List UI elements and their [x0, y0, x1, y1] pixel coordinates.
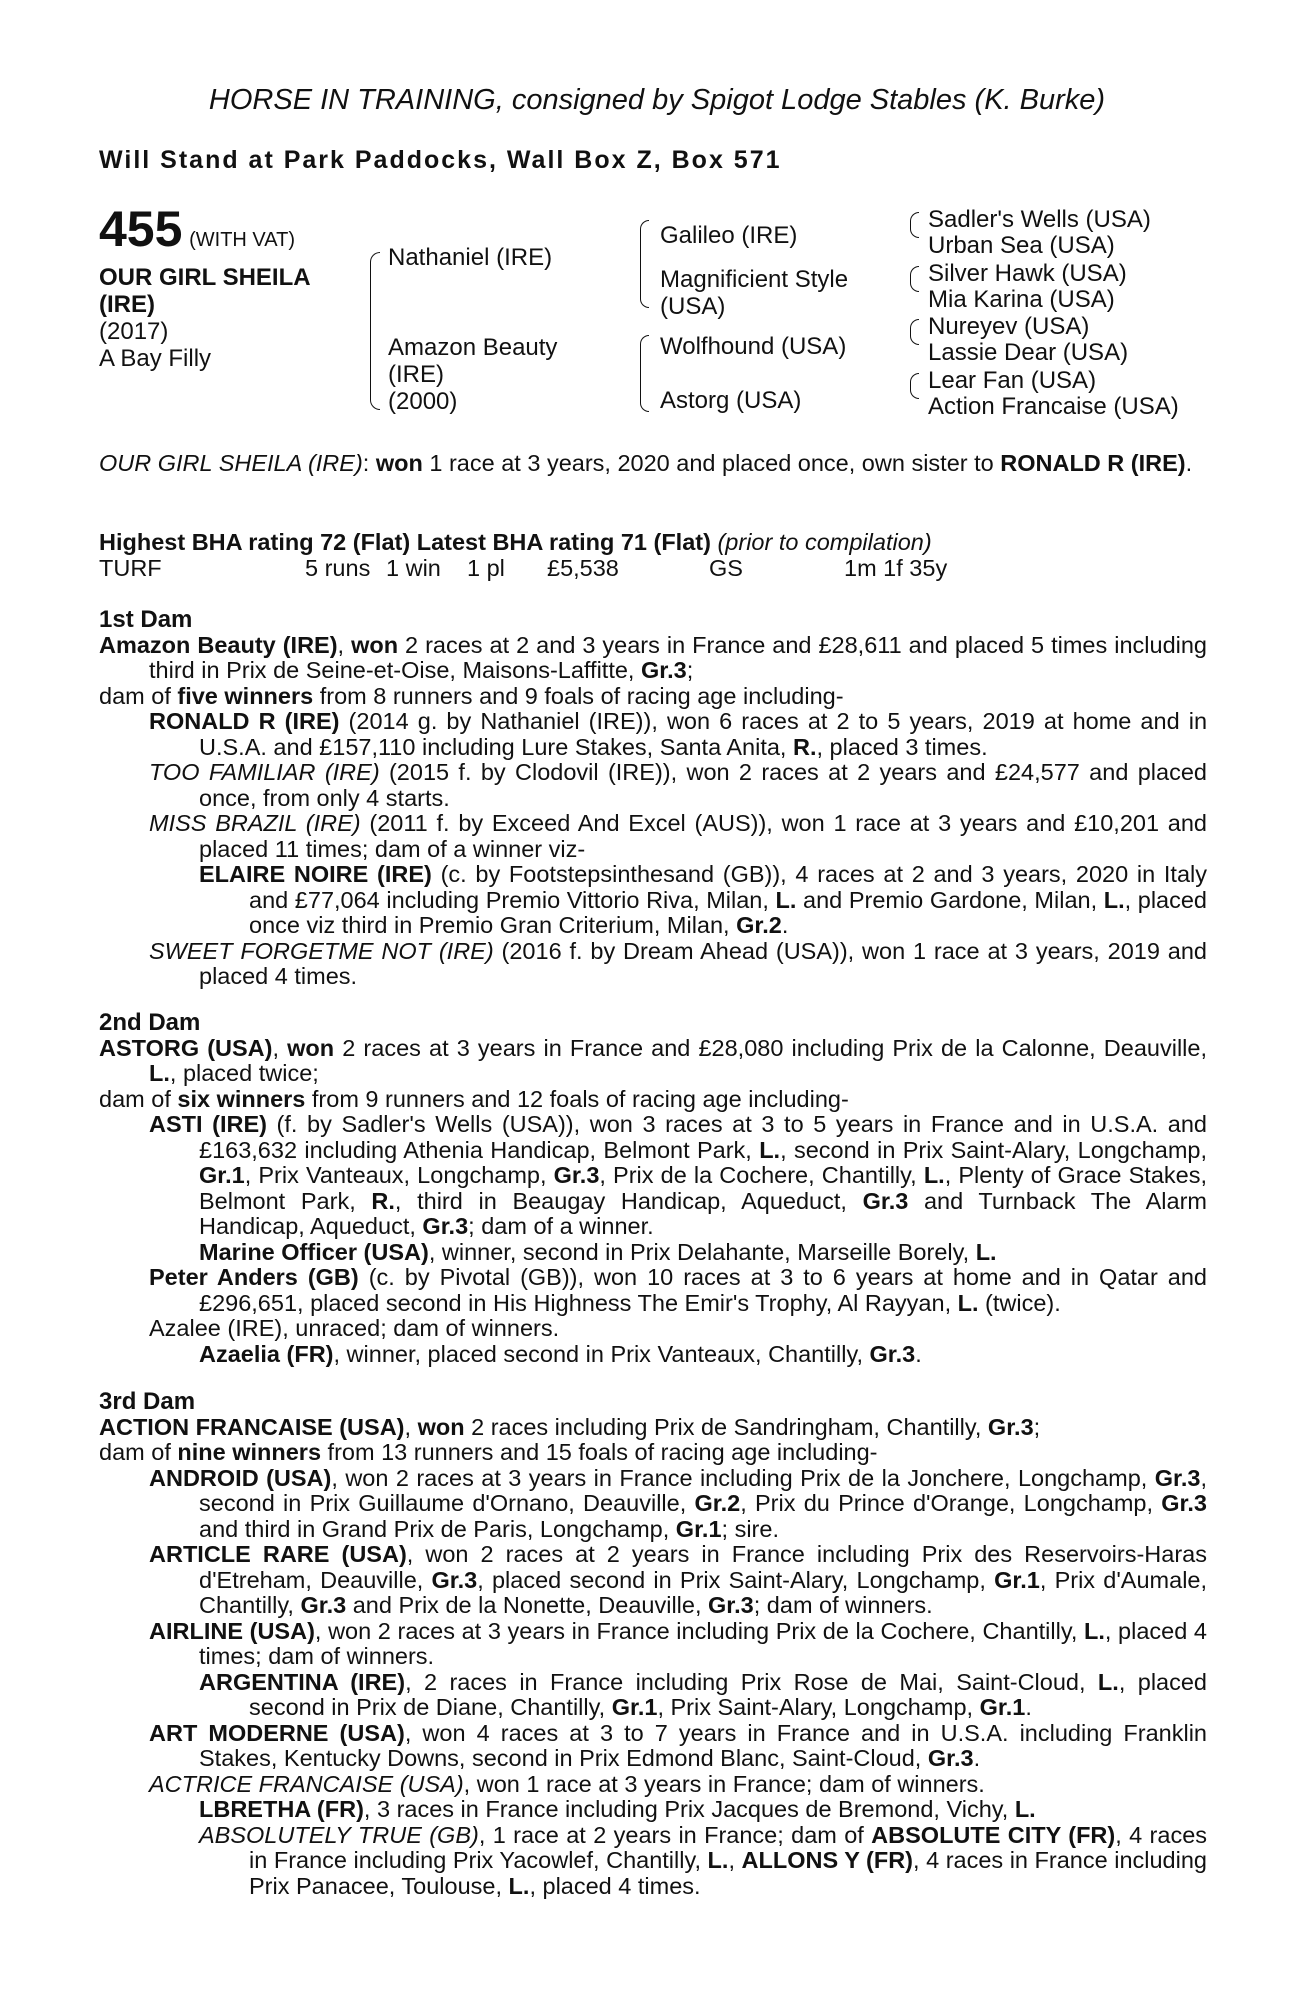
text: , winner, second in Prix Delahante, Marseille Borely, [428, 1238, 976, 1265]
text: (2014 g. by Nathaniel (IRE)), won 6 races at 2 to 5 years, 2019 at home and in U.S.A. and £157,110 including Lure Stakes, Santa Anita, [199, 708, 1208, 760]
text: ; [1033, 1413, 1041, 1440]
progeny-entry: Azalee (IRE), unraced; dam of winners. [149, 1315, 560, 1341]
third-dam-section [99, 1389, 1207, 1899]
progeny-entry [149, 811, 1207, 862]
text: , 2 races in France including Prix Rose de Mai, Saint-Cloud, [405, 1668, 1098, 1695]
text: 2 races at 3 years in France and £28,080 including Prix de la Calonne, Deauville, [334, 1034, 1207, 1061]
dam-paragraph: Amazon Beauty (IRE), won 2 races at 2 and 3 years in France and £28,611 and placed 5 times including third in Prix de Seine-et-Oise, Maisons-Laffitte, Gr.3; [99, 631, 1207, 683]
text: , won 2 races at 2 years in France including Prix des Reservoirs-Haras d'Etreham, Deauville, [199, 1541, 1207, 1593]
sire: Nathaniel (IRE) [388, 244, 553, 271]
progeny-entry [149, 1112, 1207, 1240]
grade: L. [923, 1162, 945, 1188]
dam-line1: Amazon Beauty [388, 334, 558, 361]
grade: Gr.3 [862, 1187, 909, 1214]
text: (2015 f. by Clodovil (IRE)), won 2 races at 2 years and £24,577 and placed once, from only 4 starts. [199, 759, 1207, 811]
grade: L. [1014, 1796, 1036, 1822]
grade: Gr.3 [708, 1592, 754, 1618]
dam-dam: Astorg (USA) [660, 387, 802, 414]
dam-name: ACTION FRANCAISE (USA) [99, 1413, 405, 1440]
horse-name-line2: (IRE) [99, 291, 155, 318]
text: and Turnback The Alarm Handicap, Aqueduct, [199, 1187, 1207, 1239]
dam-name: ASTORG (USA) [99, 1034, 273, 1061]
progeny-name: ASTI (IRE) [149, 1111, 267, 1137]
dss: Nureyev (USA) [928, 313, 1090, 340]
text: , placed 4 times. [529, 1872, 701, 1899]
dam-paragraph: ACTION FRANCAISE (USA), won 2 races including Prix de Sandringham, Chantilly, Gr.3; [99, 1413, 1041, 1440]
text: , won 4 races at 3 to 7 years in France and in U.S.A. including Franklin Stakes, Kentucky Downs, second in Prix Edmond Blanc, Saint-Cloud, [199, 1719, 1207, 1771]
text: . [781, 912, 789, 938]
pedigree-brace [910, 319, 919, 345]
grade: L. [1084, 1617, 1105, 1644]
progeny-name: ABSOLUTELY TRUE (GB) [199, 1821, 479, 1848]
section-heading: 2nd Dam [99, 1009, 201, 1036]
won-label: won [351, 631, 399, 658]
rating-section [99, 530, 1207, 582]
grade: Gr.3 [987, 1413, 1034, 1440]
ddd: Action Francaise (USA) [928, 393, 1179, 420]
grade: Gr.3 [640, 657, 687, 683]
text: and Premio Gardone, Milan, [796, 886, 1104, 913]
section-heading: 3rd Dam [99, 1388, 196, 1415]
summary-horse-name: OUR GIRL SHEILA (IRE) [99, 450, 363, 476]
progeny-name: ARGENTINA (IRE) [199, 1668, 406, 1695]
grade: Gr.3 [927, 1745, 974, 1771]
first-dam-section [99, 607, 1207, 990]
grade: L. [149, 1060, 170, 1086]
pedigree-brace [640, 335, 649, 412]
dam-of-line [99, 1087, 1207, 1113]
summary-paragraph [99, 451, 1207, 477]
dsd: Lassie Dear (USA) [928, 339, 1129, 366]
text: , 4 races in France including Prix Panacee, Toulouse, [249, 1847, 1207, 1899]
progeny-entry [149, 760, 1207, 811]
pedigree-brace [910, 212, 919, 238]
grade: Gr.3 [1154, 1464, 1201, 1491]
text: , placed 3 times. [816, 733, 988, 760]
wins: 1 win [386, 554, 441, 581]
grade: L. [957, 1289, 979, 1316]
won-label: won [417, 1413, 465, 1440]
winners-count: nine winners [177, 1439, 322, 1465]
turf-stats-row [99, 556, 1207, 582]
progeny-entry [149, 939, 1207, 990]
progeny-name: TOO FAMILIAR (IRE) [149, 759, 380, 785]
placings: 1 pl [467, 554, 505, 581]
dds: Lear Fan (USA) [928, 367, 1097, 394]
runs: 5 runs [305, 554, 371, 581]
prize-money: £5,538 [547, 554, 619, 581]
section-heading: 1st Dam [99, 606, 193, 633]
text: dam of [99, 682, 178, 709]
grade: Gr.1 [199, 1162, 245, 1188]
text: , Prix Vanteaux, Longchamp, [244, 1162, 554, 1188]
grade: Gr.1 [675, 1515, 722, 1542]
dam-sire: Wolfhound (USA) [660, 333, 847, 360]
progeny-entry [149, 1772, 1207, 1798]
pedigree-brace [640, 220, 649, 308]
sss: Sadler's Wells (USA) [928, 206, 1151, 233]
text: , second in Prix Guillaume d'Ornano, Deauville, [199, 1464, 1207, 1516]
text: and third in Grand Prix de Paris, Longchamp, [199, 1515, 676, 1542]
grade: L. [1097, 1668, 1119, 1695]
dam-paragraph: ASTORG (USA), won 2 races at 3 years in France and £28,080 including Prix de la Calonne, Deauville, L., placed twice; [99, 1034, 1207, 1086]
text: (twice). [978, 1289, 1061, 1316]
text: . [973, 1745, 981, 1771]
text: ; [686, 657, 694, 683]
dam-of-line [99, 684, 1207, 710]
grade: R. [371, 1187, 395, 1214]
text: , 1 race at 2 years in France; dam of [478, 1821, 872, 1848]
dam-name: Amazon Beauty (IRE) [99, 631, 338, 658]
ssd: Urban Sea (USA) [928, 232, 1115, 259]
pedigree-brace [370, 252, 380, 410]
grade: Gr.2 [694, 1490, 741, 1516]
progeny-name: ART MODERNE (USA) [149, 1719, 405, 1746]
text: . [1025, 1694, 1032, 1720]
text: (c. by Footstepsinthesand (GB)), 4 races at 2 and 3 years, 2020 in Italy and £77,064 including Premio Vittorio Riva, Milan, [249, 861, 1207, 913]
text: , won 2 races at 3 years in France including Prix de la Jonchere, Longchamp, [331, 1464, 1155, 1491]
text: dam of [99, 1439, 178, 1465]
winners-count: six winners [177, 1085, 306, 1112]
summary-section [99, 451, 1207, 477]
progeny-entry [199, 862, 1207, 939]
horse-description: A Bay Filly [99, 345, 212, 372]
pedigree-brace [910, 373, 919, 399]
progeny-name: ACTRICE FRANCAISE (USA) [149, 1770, 464, 1797]
progeny-entry [199, 1823, 1207, 1900]
sdd: Mia Karina (USA) [928, 286, 1115, 313]
text: (2011 f. by Exceed And Excel (AUS)), won 1 race at 3 years and £10,201 and placed 11 times; dam of a winner viz- [199, 810, 1207, 862]
distance: 1m 1f 35y [844, 554, 948, 581]
text: , third in Beaugay Handicap, Aqueduct, [394, 1187, 863, 1214]
horse-year: (2017) [99, 318, 169, 345]
grade: Gr.3 [431, 1566, 478, 1593]
dam-of-line [99, 1440, 1207, 1466]
progeny-entry [199, 1670, 1207, 1721]
sire-dam-line2: (USA) [660, 293, 726, 320]
grade: R. [793, 733, 817, 760]
summary-colon: : [362, 450, 370, 476]
horse-name-line1: OUR GIRL SHEILA [99, 264, 311, 291]
text: , Plenty of Grace Stakes, Belmont Park, [199, 1162, 1207, 1214]
progeny-entry [149, 709, 1207, 760]
going: GS [709, 554, 743, 581]
grade: L. [1103, 886, 1125, 913]
text: , placed 4 times; dam of winners. [199, 1617, 1207, 1669]
grade: L. [975, 1238, 997, 1265]
sibling-name: RONALD R (IRE) [1000, 450, 1186, 476]
text: , [728, 1847, 742, 1873]
text: , Prix d'Aumale, Chantilly, [199, 1566, 1208, 1618]
text: , winner, placed second in Prix Vanteaux, Chantilly, [333, 1340, 870, 1367]
grade: Gr.1 [979, 1694, 1026, 1720]
grade: Gr.1 [611, 1694, 658, 1720]
progeny-name: ELAIRE NOIRE (IRE) [199, 861, 432, 887]
sire-dam-line1: Magnificient Style [660, 266, 849, 293]
grade: L. [775, 886, 797, 913]
text: (f. by Sadler's Wells (USA)), won 3 races at 3 to 5 years in France and in U.S.A. and £163,632 including Athenia Handicap, Belmont Park, [199, 1111, 1207, 1163]
progeny-name: MISS BRAZIL (IRE) [149, 810, 361, 836]
text: , won 2 races at 3 years in France including Prix de la Cochere, Chantilly, [314, 1617, 1084, 1644]
progeny-name: Peter Anders (GB) [149, 1264, 359, 1290]
pedigree-table [0, 200, 1314, 440]
text: and Prix de la Nonette, Deauville, [346, 1592, 709, 1618]
progeny-name: AIRLINE (USA) [149, 1617, 315, 1644]
text: ; dam of a winner. [468, 1213, 654, 1239]
progeny-entry [149, 1466, 1207, 1543]
grade: Gr.2 [736, 912, 782, 938]
rating-title: Highest BHA rating 72 (Flat) Latest BHA rating 71 (Flat) [99, 529, 711, 555]
sire-sire: Galileo (IRE) [660, 222, 798, 249]
progeny-entry [149, 1721, 1207, 1772]
grade: Gr.3 [553, 1162, 600, 1188]
winners-count: five winners [177, 682, 314, 709]
lot-number: 455 [99, 201, 183, 257]
progeny-name: ARTICLE RARE (USA) [149, 1541, 407, 1567]
progeny-name: Azaelia (FR) [199, 1340, 334, 1367]
progeny-name: ABSOLUTE CITY (FR) [871, 1821, 1116, 1848]
text: , placed second in Prix de Diane, Chantilly, [249, 1668, 1207, 1720]
text: , second in Prix Saint-Alary, Longchamp, [780, 1136, 1207, 1163]
text: from 8 runners and 9 foals of racing age including- [313, 682, 844, 709]
page-title: HORSE IN TRAINING, consigned by Spigot Lodge Stables (K. Burke) [208, 84, 1106, 116]
progeny-name: LBRETHA (FR) [199, 1796, 364, 1822]
text: . [915, 1340, 922, 1367]
grade: L. [508, 1872, 530, 1899]
text: ; dam of winners. [753, 1592, 933, 1618]
grade: Gr.3 [422, 1213, 469, 1239]
progeny-name: ALLONS Y (FR) [741, 1847, 914, 1873]
text: , won 1 race at 3 years in France; dam of winners. [463, 1770, 985, 1797]
progeny-entry [149, 1542, 1207, 1619]
progeny-entry [149, 1265, 1207, 1316]
summary-text: 1 race at 3 years, 2020 and placed once, own sister to [422, 450, 1001, 476]
rating-title-line [99, 530, 1207, 556]
dam-text: 2 races at 2 and 3 years in France and £28,611 and placed 5 times including third in Prix de Seine-et-Oise, Maisons-Laffitte, [149, 631, 1207, 683]
grade: Gr.3 [1161, 1490, 1207, 1516]
text: dam of [99, 1085, 178, 1112]
progeny-entry [199, 1240, 1207, 1266]
rating-note: (prior to compilation) [717, 529, 932, 555]
text: (2016 f. by Dream Ahead (USA)), won 1 race at 3 years, 2019 and placed 4 times. [199, 937, 1207, 989]
summary-end: . [1185, 450, 1193, 476]
grade: Gr.3 [300, 1592, 347, 1618]
text: , placed second in Prix Saint-Alary, Longchamp, [477, 1566, 995, 1593]
progeny-entry [199, 1797, 1207, 1823]
progeny-entry [199, 1342, 1207, 1368]
text: , Prix du Prince d'Orange, Longchamp, [740, 1490, 1162, 1516]
text: ; sire. [721, 1515, 779, 1542]
second-dam-section [99, 1010, 1207, 1367]
text: from 13 runners and 15 foals of racing age including- [321, 1439, 878, 1465]
progeny-name: ANDROID (USA) [149, 1464, 332, 1491]
won-label: won [375, 450, 423, 476]
grade: L. [759, 1136, 781, 1163]
pedigree-brace [910, 266, 919, 292]
grade: Gr.3 [869, 1340, 916, 1367]
progeny-name: RONALD R (IRE) [149, 708, 340, 734]
text: , 4 races in France including Prix Yacowlef, Chantilly, [249, 1821, 1208, 1873]
stand-location: Will Stand at Park Paddocks, Wall Box Z, Box 571 [99, 146, 782, 174]
text: , Prix Saint-Alary, Longchamp, [657, 1694, 980, 1720]
text: , Prix de la Cochere, Chantilly, [599, 1162, 924, 1188]
progeny-entry [149, 1619, 1207, 1670]
dam-line3: (2000) [388, 388, 458, 415]
progeny-name: SWEET FORGETME NOT (IRE) [149, 937, 494, 964]
vat-label: (WITH VAT) [189, 229, 296, 251]
surface: TURF [99, 554, 162, 581]
progeny-name: Marine Officer (USA) [199, 1238, 429, 1265]
text: (c. by Pivotal (GB)), won 10 races at 3 to 6 years at home and in Qatar and £296,651, placed second in His Highness The Emir's Trophy, Al Rayyan, [199, 1264, 1208, 1316]
lot-number-line [99, 200, 295, 258]
text: , placed twice; [169, 1060, 319, 1086]
sds: Silver Hawk (USA) [928, 260, 1127, 287]
text: , 3 races in France including Prix Jacques de Bremond, Vichy, [363, 1796, 1015, 1822]
won-label: won [287, 1034, 335, 1061]
text: 2 races including Prix de Sandringham, Chantilly, [464, 1413, 988, 1440]
text: , placed once viz third in Premio Gran Criterium, Milan, [249, 886, 1208, 938]
dam-line2: (IRE) [388, 361, 444, 388]
grade: L. [707, 1847, 729, 1873]
grade: Gr.1 [994, 1566, 1040, 1593]
text: from 9 runners and 12 foals of racing age including- [305, 1085, 849, 1112]
